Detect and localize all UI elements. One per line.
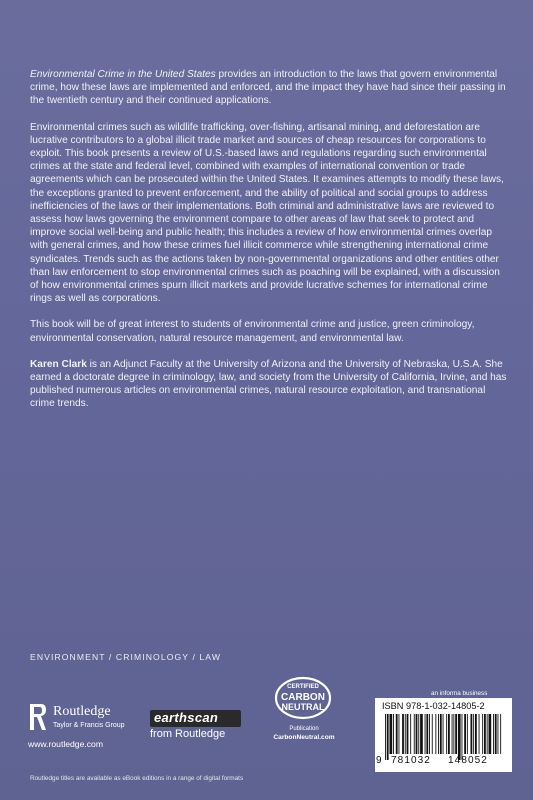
barcode-bar — [487, 714, 488, 754]
intro-text: provides an introduction to the laws that govern environmental crime, how these laws are implemented and enforced, and the impact they have had since their passing in the twentieth century and their continued applications. — [30, 69, 506, 107]
barcode-bar — [464, 714, 466, 754]
author-bio — [30, 358, 508, 411]
isbn-number: ISBN 978-1-032-14805-2 — [382, 701, 485, 711]
informa-text: an informa business — [431, 690, 488, 697]
earthscan-logo — [150, 710, 245, 744]
barcode-bar — [500, 714, 501, 754]
subject-categories: ENVIRONMENT / CRIMINOLOGY / LAW — [30, 652, 222, 662]
barcode-bar — [393, 714, 394, 754]
barcode-group-2: 148052 — [448, 755, 488, 766]
barcode-bar — [407, 714, 409, 754]
barcode-bar — [467, 714, 468, 754]
barcode-bar — [443, 714, 444, 754]
blurb — [30, 68, 508, 424]
isbn-barcode-panel — [375, 698, 512, 772]
barcode-bar — [482, 714, 483, 754]
author-name: Karen Clark — [30, 358, 87, 370]
routledge-name: Routledge — [53, 704, 111, 719]
carbon-certified-text: CERTIFIED — [287, 684, 319, 690]
barcode-bar — [455, 714, 457, 754]
barcode-bar — [396, 714, 398, 754]
barcode-bar — [493, 714, 494, 754]
barcode-bar — [479, 714, 480, 754]
barcode-bar — [495, 714, 497, 754]
carbon-main-text: CARBON — [281, 692, 325, 703]
barcode-bar — [473, 714, 474, 754]
author-bio-text: is an Adjunct Faculty at the University of Arizona and the University of Nebraska, U.S.A. She earned a doctorate degree in criminology, law, and society from the University of California, Irvine, and has published numerous articles on environmental crimes, natural resource exploitation, and transnational crime trends. — [30, 358, 507, 410]
routledge-emblem-icon — [28, 702, 48, 734]
carbon-publication-text: Publication — [289, 726, 319, 732]
earthscan-from-text: from Routledge — [150, 728, 226, 740]
barcode-bar — [446, 714, 447, 754]
barcode-bar — [425, 714, 426, 754]
barcode-bar — [475, 714, 477, 754]
barcode-bar — [471, 714, 473, 754]
carbon-neutral-text: NEUTRAL — [281, 702, 325, 712]
routledge-url: www.routledge.com — [28, 739, 103, 749]
blurb-paragraph-description: Environmental crimes such as wildlife trafficking, over-fishing, artisanal mining, and deforestation are lucrative contributors to a global illicit trade market and sources of cheap resources for corporations to exploit. This book presents a review of U.S.-based laws and regulations regarding such environmental crimes at the state and federal level, combined with examples of international convention or trade agreements which can be prosecuted within the United States. It examines attempts to modify these laws, the exceptions granted to prevent enforcement, and the ability of political and social groups to address inefficiencies of the laws or their implementations. Both criminal and administrative laws are reviewed to assess how laws governing the environment compare to other areas of law that seek to protect and improve social well-being and public health; this includes a review of how environmental crimes overlap with general crimes, and how these crimes fuel illicit commerce while strengthening international crime syndicates. Trends such as the actions taken by non-governmental organizations and other entities other than law enforcement to stop environmental crimes such as poaching will be explained, with a discussion of how environmental crimes spurn illicit markets and provide lucrative schemes for international crime rings as well as corporations. — [30, 121, 504, 305]
barcode-bar — [484, 714, 486, 754]
barcode-bar — [429, 714, 430, 754]
ebook-availability-note: Routledge titles are available as eBook editions in a range of digital formats — [30, 775, 244, 782]
carbon-neutral-badge-icon — [274, 676, 332, 720]
blurb-paragraph-intro — [30, 68, 508, 108]
book-title: Environmental Crime in the United States — [30, 69, 216, 80]
barcode-bar — [435, 714, 436, 754]
blurb-paragraph-audience: This book will be of great interest to students of environmental crime and justice, green criminology, environmental conservation, natural resource management, and environmental law. — [30, 319, 475, 344]
barcode-lead-digit: 9 — [376, 755, 383, 766]
earthscan-wordmark: earthscan — [154, 710, 219, 725]
barcode-graphic — [383, 714, 505, 760]
barcode-bar — [414, 714, 415, 754]
barcode-bar — [410, 714, 411, 754]
barcode-bar — [462, 714, 463, 760]
barcode-bar — [438, 714, 439, 754]
barcode-bar — [399, 714, 400, 754]
barcode-bar — [498, 714, 499, 754]
barcode-bar — [402, 714, 404, 754]
barcode-bar — [452, 714, 453, 754]
barcode-bar — [448, 714, 450, 754]
carbon-url: CarbonNeutral.com — [273, 734, 335, 741]
barcode-bar — [387, 714, 389, 760]
barcode-bar — [390, 714, 393, 754]
barcode-group-1: 781032 — [391, 755, 431, 766]
barcode-bar — [458, 714, 461, 760]
carbon-neutral-logo — [268, 676, 338, 752]
barcode-bar — [418, 714, 419, 754]
barcode-bar — [405, 714, 406, 754]
routledge-subtitle: Taylor & Francis Group — [53, 722, 125, 729]
barcode-bar — [426, 714, 428, 754]
earthscan-wordmark-box — [150, 710, 241, 727]
barcode-bar — [420, 714, 423, 754]
barcode-bar — [453, 714, 454, 754]
barcode-bar — [432, 714, 433, 754]
barcode-bar — [440, 714, 442, 754]
barcode-bar — [416, 714, 418, 754]
routledge-logo — [28, 702, 148, 752]
barcode-bar — [489, 714, 492, 754]
barcode-bar — [385, 714, 386, 760]
